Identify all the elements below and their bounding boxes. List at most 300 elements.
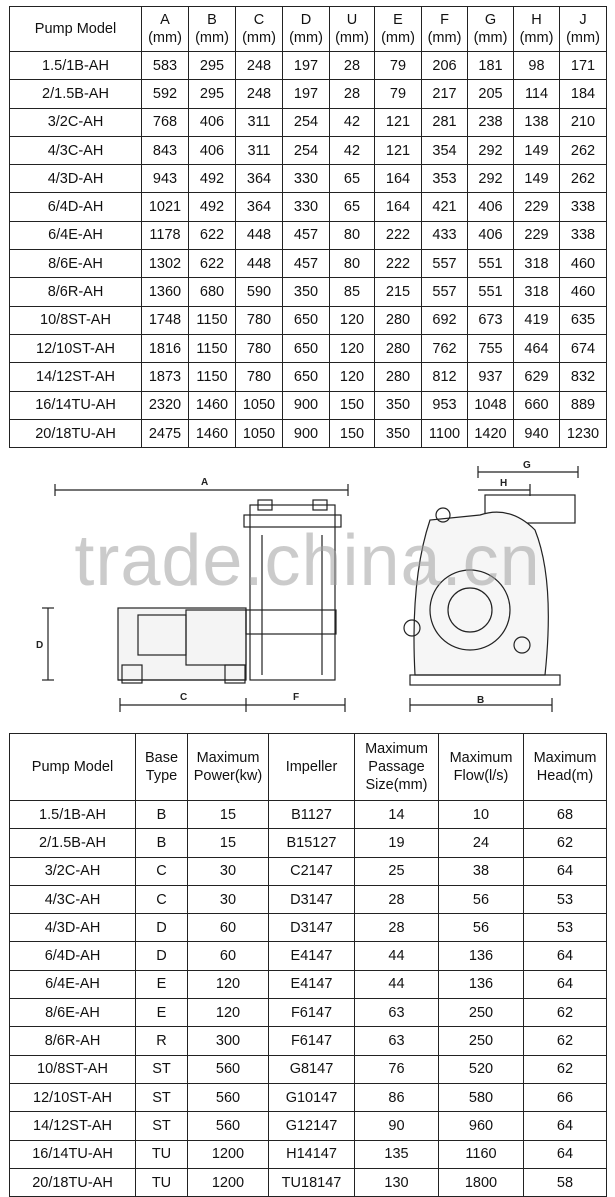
spec-header-line: Passage [368, 759, 425, 775]
spec-value-cell: G10147 [269, 1083, 355, 1111]
spec-table-row [10, 942, 607, 970]
spec-value-cell: E4147 [269, 942, 355, 970]
spec-value-cell: B15127 [269, 829, 355, 857]
dimension-value-cell: 248 [236, 52, 283, 80]
dimension-value-cell: 680 [189, 278, 236, 306]
dim-label-f: F [293, 692, 300, 703]
dimension-value-cell: 551 [468, 250, 514, 278]
spec-header-cell [10, 734, 136, 801]
spec-value-cell: 560 [188, 1083, 269, 1111]
dimension-value-cell: 406 [468, 221, 514, 249]
dimension-header-unit: (mm) [381, 30, 415, 46]
dimension-value-cell: 138 [514, 108, 560, 136]
spec-value-cell: 44 [355, 970, 439, 998]
spec-value-cell: ST [136, 1083, 188, 1111]
dimension-value-cell: 364 [236, 165, 283, 193]
dimension-header-unit: (mm) [289, 30, 323, 46]
dimension-value-cell: 238 [468, 108, 514, 136]
dimension-value-cell: 353 [422, 165, 468, 193]
spec-header-cell [355, 734, 439, 801]
spec-value-cell: E [136, 970, 188, 998]
dimension-value-cell: 262 [560, 165, 607, 193]
spec-header-cell [269, 734, 355, 801]
spec-value-cell: B1127 [269, 801, 355, 829]
dimension-value-cell: 280 [375, 306, 422, 334]
dimension-value-cell: 762 [422, 334, 468, 362]
dimension-value-cell: 248 [236, 80, 283, 108]
dimension-value-cell: 843 [142, 136, 189, 164]
spec-value-cell: 63 [355, 999, 439, 1027]
spec-value-cell: H14147 [269, 1140, 355, 1168]
spec-value-cell: E [136, 999, 188, 1027]
dimension-value-cell: 28 [330, 52, 375, 80]
spec-value-cell: D [136, 914, 188, 942]
dimension-value-cell: 295 [189, 80, 236, 108]
dimension-header-name: G [484, 12, 497, 28]
dimension-table-row [10, 52, 607, 80]
spec-value-cell: 30 [188, 885, 269, 913]
pump-model-cell: 20/18TU-AH [10, 1168, 136, 1196]
spec-header-line: Maximum [196, 750, 260, 766]
spec-value-cell: TU [136, 1168, 188, 1196]
dimension-value-cell: 254 [283, 136, 330, 164]
dimension-value-cell: 460 [560, 278, 607, 306]
spec-table-body [10, 801, 607, 1197]
spec-value-cell: ST [136, 1112, 188, 1140]
dimension-value-cell: 622 [189, 221, 236, 249]
spec-value-cell: 136 [439, 970, 524, 998]
dimension-value-cell: 254 [283, 108, 330, 136]
spec-table-row [10, 829, 607, 857]
dimension-value-cell: 780 [236, 363, 283, 391]
dimension-header-cell [514, 7, 560, 52]
spec-table-row [10, 1027, 607, 1055]
dimension-value-cell: 42 [330, 108, 375, 136]
dimension-value-cell: 262 [560, 136, 607, 164]
dimension-header-unit: (mm) [195, 30, 229, 46]
pump-model-cell: 6/4D-AH [10, 942, 136, 970]
spec-table-row [10, 1140, 607, 1168]
spec-table-row [10, 1055, 607, 1083]
dimension-table [9, 6, 607, 448]
dimension-value-cell: 98 [514, 52, 560, 80]
dimension-value-cell: 217 [422, 80, 468, 108]
dimension-value-cell: 354 [422, 136, 468, 164]
spec-value-cell: 10 [439, 801, 524, 829]
dimension-value-cell: 622 [189, 250, 236, 278]
dimension-value-cell: 1230 [560, 419, 607, 447]
dimension-value-cell: 421 [422, 193, 468, 221]
spec-value-cell: ST [136, 1055, 188, 1083]
dimension-value-cell: 1150 [189, 334, 236, 362]
dimension-value-cell: 629 [514, 363, 560, 391]
dimension-value-cell: 406 [189, 136, 236, 164]
dimension-value-cell: 120 [330, 363, 375, 391]
dimension-header-cell [422, 7, 468, 52]
dimension-header-unit: (mm) [335, 30, 369, 46]
spec-value-cell: 580 [439, 1083, 524, 1111]
pump-model-cell: 16/14TU-AH [10, 391, 142, 419]
spec-header-cell [524, 734, 607, 801]
pump-model-cell: 12/10ST-AH [10, 1083, 136, 1111]
spec-value-cell: TU [136, 1140, 188, 1168]
dimension-value-cell: 205 [468, 80, 514, 108]
dimension-value-cell: 1150 [189, 306, 236, 334]
dimension-table-row [10, 306, 607, 334]
dimension-header-name: E [393, 12, 403, 28]
spec-value-cell: 38 [439, 857, 524, 885]
pump-model-cell: 3/2C-AH [10, 108, 142, 136]
spec-value-cell: 62 [524, 1027, 607, 1055]
dimension-header-cell [560, 7, 607, 52]
spec-value-cell: 64 [524, 857, 607, 885]
dimension-value-cell: 184 [560, 80, 607, 108]
dimension-value-cell: 149 [514, 165, 560, 193]
dimension-value-cell: 80 [330, 221, 375, 249]
spec-value-cell: 1200 [188, 1140, 269, 1168]
pump-model-cell: 10/8ST-AH [10, 1055, 136, 1083]
spec-value-cell: 56 [439, 885, 524, 913]
dimension-value-cell: 457 [283, 221, 330, 249]
pump-model-cell: 2/1.5B-AH [10, 80, 142, 108]
dimension-value-cell: 85 [330, 278, 375, 306]
spec-value-cell: 62 [524, 829, 607, 857]
dimension-value-cell: 660 [514, 391, 560, 419]
spec-value-cell: G12147 [269, 1112, 355, 1140]
dimension-value-cell: 551 [468, 278, 514, 306]
spec-value-cell: 25 [355, 857, 439, 885]
dimension-value-cell: 292 [468, 136, 514, 164]
spec-value-cell: R [136, 1027, 188, 1055]
dimension-value-cell: 2320 [142, 391, 189, 419]
spec-value-cell: E4147 [269, 970, 355, 998]
dimension-value-cell: 364 [236, 193, 283, 221]
dimension-value-cell: 229 [514, 193, 560, 221]
spec-value-cell: 64 [524, 1140, 607, 1168]
dimension-value-cell: 889 [560, 391, 607, 419]
spec-value-cell: 1800 [439, 1168, 524, 1196]
dim-label-h: H [500, 478, 508, 489]
dimension-value-cell: 650 [283, 306, 330, 334]
spec-value-cell: 15 [188, 801, 269, 829]
dimension-value-cell: 673 [468, 306, 514, 334]
spec-value-cell: D3147 [269, 885, 355, 913]
spec-value-cell: 64 [524, 970, 607, 998]
spec-header-line: Type [145, 768, 178, 784]
spec-value-cell: 64 [524, 942, 607, 970]
spec-table-row [10, 885, 607, 913]
dimension-value-cell: 1050 [236, 391, 283, 419]
spec-table [9, 733, 607, 1197]
spec-value-cell: 1160 [439, 1140, 524, 1168]
dimension-value-cell: 832 [560, 363, 607, 391]
spec-header-line: Power(kw) [193, 768, 263, 784]
dimension-header-cell [142, 7, 189, 52]
spec-value-cell: 560 [188, 1112, 269, 1140]
dimension-value-cell: 940 [514, 419, 560, 447]
dimension-value-cell: 295 [189, 52, 236, 80]
spec-header-line: Pump Model [31, 759, 114, 775]
spec-value-cell: F6147 [269, 999, 355, 1027]
pump-model-cell: 6/4E-AH [10, 221, 142, 249]
dimension-header-cell [236, 7, 283, 52]
dimension-value-cell: 338 [560, 193, 607, 221]
spec-header-line: Maximum [449, 750, 513, 766]
dimension-value-cell: 812 [422, 363, 468, 391]
dimension-value-cell: 121 [375, 136, 422, 164]
spec-header-line: Maximum [533, 750, 597, 766]
dimension-value-cell: 448 [236, 250, 283, 278]
dimension-value-cell: 65 [330, 193, 375, 221]
spec-value-cell: 86 [355, 1083, 439, 1111]
dimension-value-cell: 280 [375, 334, 422, 362]
dimension-value-cell: 674 [560, 334, 607, 362]
spec-value-cell: 300 [188, 1027, 269, 1055]
spec-value-cell: 120 [188, 970, 269, 998]
spec-value-cell: 960 [439, 1112, 524, 1140]
dimension-value-cell: 406 [468, 193, 514, 221]
pump-model-cell: 4/3C-AH [10, 885, 136, 913]
dimension-value-cell: 900 [283, 419, 330, 447]
dimension-table-row [10, 108, 607, 136]
pump-model-cell: 4/3D-AH [10, 165, 142, 193]
spec-header-line: Flow(l/s) [453, 768, 509, 784]
dimension-header-name: J [579, 12, 587, 28]
spec-table-row [10, 1112, 607, 1140]
spec-table-header [10, 734, 607, 801]
dimension-value-cell: 557 [422, 250, 468, 278]
spec-value-cell: B [136, 801, 188, 829]
pump-model-cell: 4/3D-AH [10, 914, 136, 942]
dim-label-c: C [180, 692, 188, 703]
dimension-header-name: U [346, 12, 358, 28]
spec-value-cell: 56 [439, 914, 524, 942]
watermark: trade.china.cn [74, 521, 541, 601]
spec-table-row [10, 914, 607, 942]
dimension-value-cell: 780 [236, 306, 283, 334]
spec-table-row [10, 801, 607, 829]
dimension-value-cell: 150 [330, 419, 375, 447]
dimension-header-unit: (mm) [473, 30, 508, 46]
dimension-table-row [10, 136, 607, 164]
dimension-header-unit: (mm) [242, 30, 276, 46]
spec-value-cell: D3147 [269, 914, 355, 942]
dimension-value-cell: 1460 [189, 419, 236, 447]
dimension-table-header [10, 7, 607, 52]
dimension-value-cell: 755 [468, 334, 514, 362]
dimension-value-cell: 557 [422, 278, 468, 306]
dimension-table-row [10, 278, 607, 306]
dimension-value-cell: 149 [514, 136, 560, 164]
dimension-value-cell: 222 [375, 221, 422, 249]
dimension-value-cell: 120 [330, 306, 375, 334]
dimension-value-cell: 492 [189, 193, 236, 221]
dimension-header-name: H [531, 12, 542, 28]
pump-model-cell: 14/12ST-AH [10, 363, 142, 391]
dimension-table-row [10, 80, 607, 108]
dimension-header-unit: (mm) [427, 30, 462, 46]
spec-header-cell [188, 734, 269, 801]
spec-table-row [10, 1083, 607, 1111]
spec-header-line: Size(mm) [365, 777, 428, 793]
dimension-value-cell: 937 [468, 363, 514, 391]
spec-table-row [10, 970, 607, 998]
dimension-value-cell: 1150 [189, 363, 236, 391]
pump-model-cell: 8/6R-AH [10, 1027, 136, 1055]
spec-value-cell: 250 [439, 999, 524, 1027]
pump-model-cell: 10/8ST-AH [10, 306, 142, 334]
spec-value-cell: 520 [439, 1055, 524, 1083]
spec-header-cell [136, 734, 188, 801]
dimension-value-cell: 433 [422, 221, 468, 249]
dimension-header-cell [283, 7, 330, 52]
dimension-value-cell: 318 [514, 250, 560, 278]
dimension-value-cell: 768 [142, 108, 189, 136]
dimension-value-cell: 350 [375, 391, 422, 419]
dimension-value-cell: 692 [422, 306, 468, 334]
dimension-header-name: F [440, 12, 449, 28]
spec-value-cell: 15 [188, 829, 269, 857]
dimension-value-cell: 1100 [422, 419, 468, 447]
pump-model-cell: 3/2C-AH [10, 857, 136, 885]
spec-value-cell: 250 [439, 1027, 524, 1055]
dimension-header-name: B [207, 12, 217, 28]
dimension-value-cell: 2475 [142, 419, 189, 447]
dimension-value-cell: 953 [422, 391, 468, 419]
pump-model-cell: 1.5/1B-AH [10, 52, 142, 80]
spec-value-cell: 28 [355, 885, 439, 913]
spec-value-cell: G8147 [269, 1055, 355, 1083]
spec-value-cell: 44 [355, 942, 439, 970]
dimension-value-cell: 635 [560, 306, 607, 334]
spec-value-cell: 53 [524, 885, 607, 913]
dimension-value-cell: 1178 [142, 221, 189, 249]
dimension-value-cell: 406 [189, 108, 236, 136]
dimension-value-cell: 292 [468, 165, 514, 193]
dimension-table-row [10, 419, 607, 447]
spec-table-row [10, 857, 607, 885]
dimension-value-cell: 210 [560, 108, 607, 136]
dimension-value-cell: 164 [375, 193, 422, 221]
dim-label-a: A [201, 477, 209, 488]
pump-model-cell: 12/10ST-AH [10, 334, 142, 362]
dim-label-d: D [36, 640, 44, 651]
spec-value-cell: 60 [188, 942, 269, 970]
dimension-value-cell: 215 [375, 278, 422, 306]
spec-header-line: Base [144, 750, 179, 766]
dimension-value-cell: 460 [560, 250, 607, 278]
dimension-value-cell: 592 [142, 80, 189, 108]
dimension-table-body [10, 52, 607, 448]
spec-value-cell: 1200 [188, 1168, 269, 1196]
dimension-value-cell: 42 [330, 136, 375, 164]
dimension-header-unit: (mm) [566, 30, 600, 46]
dimension-value-cell: 338 [560, 221, 607, 249]
pump-model-cell: 6/4D-AH [10, 193, 142, 221]
pump-model-cell: 8/6E-AH [10, 250, 142, 278]
spec-header-line: Head(m) [536, 768, 594, 784]
spec-table-row [10, 999, 607, 1027]
spec-table-row [10, 1168, 607, 1196]
pump-model-cell: 4/3C-AH [10, 136, 142, 164]
spec-header-line: Maximum [365, 741, 428, 757]
spec-value-cell: 120 [188, 999, 269, 1027]
dimension-header-name: A [160, 12, 170, 28]
dimension-value-cell: 311 [236, 136, 283, 164]
dimension-value-cell: 464 [514, 334, 560, 362]
spec-value-cell: TU18147 [269, 1168, 355, 1196]
dimension-value-cell: 780 [236, 334, 283, 362]
dimension-value-cell: 350 [283, 278, 330, 306]
dimension-value-cell: 65 [330, 165, 375, 193]
dimension-value-cell: 1021 [142, 193, 189, 221]
dimension-header-unit: (mm) [148, 30, 182, 46]
dimension-value-cell: 492 [189, 165, 236, 193]
dimension-table-row [10, 391, 607, 419]
dimension-value-cell: 1460 [189, 391, 236, 419]
dimension-header-name: C [253, 12, 265, 28]
dimension-header-unit: (mm) [519, 30, 554, 46]
dimension-value-cell: 1302 [142, 250, 189, 278]
spec-value-cell: 90 [355, 1112, 439, 1140]
dimension-value-cell: 181 [468, 52, 514, 80]
spec-value-cell: 24 [439, 829, 524, 857]
dimension-table-row [10, 334, 607, 362]
pump-model-cell: 8/6R-AH [10, 278, 142, 306]
spec-value-cell: 135 [355, 1140, 439, 1168]
dimension-value-cell: 1050 [236, 419, 283, 447]
pump-model-cell: 16/14TU-AH [10, 1140, 136, 1168]
dimension-header-cell [330, 7, 375, 52]
dimension-value-cell: 206 [422, 52, 468, 80]
pump-model-cell: 14/12ST-AH [10, 1112, 136, 1140]
spec-value-cell: 62 [524, 999, 607, 1027]
dimension-table-row [10, 165, 607, 193]
dimension-value-cell: 590 [236, 278, 283, 306]
pump-model-cell: 20/18TU-AH [10, 419, 142, 447]
pump-model-cell: 6/4E-AH [10, 970, 136, 998]
dimension-value-cell: 650 [283, 363, 330, 391]
dimension-value-cell: 229 [514, 221, 560, 249]
dimension-value-cell: 1048 [468, 391, 514, 419]
pump-model-cell: 8/6E-AH [10, 999, 136, 1027]
spec-value-cell: F6147 [269, 1027, 355, 1055]
dimension-value-cell: 330 [283, 165, 330, 193]
dimension-value-cell: 222 [375, 250, 422, 278]
spec-value-cell: 560 [188, 1055, 269, 1083]
dimension-value-cell: 1360 [142, 278, 189, 306]
pump-model-cell: 1.5/1B-AH [10, 801, 136, 829]
spec-value-cell: 64 [524, 1112, 607, 1140]
dimension-header-cell [375, 7, 422, 52]
dim-label-b: B [477, 695, 485, 706]
dimension-table-row [10, 221, 607, 249]
spec-value-cell: 68 [524, 801, 607, 829]
spec-value-cell: 66 [524, 1083, 607, 1111]
dimension-header-cell [189, 7, 236, 52]
dimension-value-cell: 1420 [468, 419, 514, 447]
dimension-value-cell: 318 [514, 278, 560, 306]
spec-value-cell: 58 [524, 1168, 607, 1196]
spec-value-cell: 30 [188, 857, 269, 885]
dimension-value-cell: 311 [236, 108, 283, 136]
dimension-value-cell: 350 [375, 419, 422, 447]
spec-value-cell: 53 [524, 914, 607, 942]
dimension-value-cell: 164 [375, 165, 422, 193]
dimension-value-cell: 330 [283, 193, 330, 221]
dim-label-g: G [523, 460, 531, 471]
dimension-value-cell: 448 [236, 221, 283, 249]
